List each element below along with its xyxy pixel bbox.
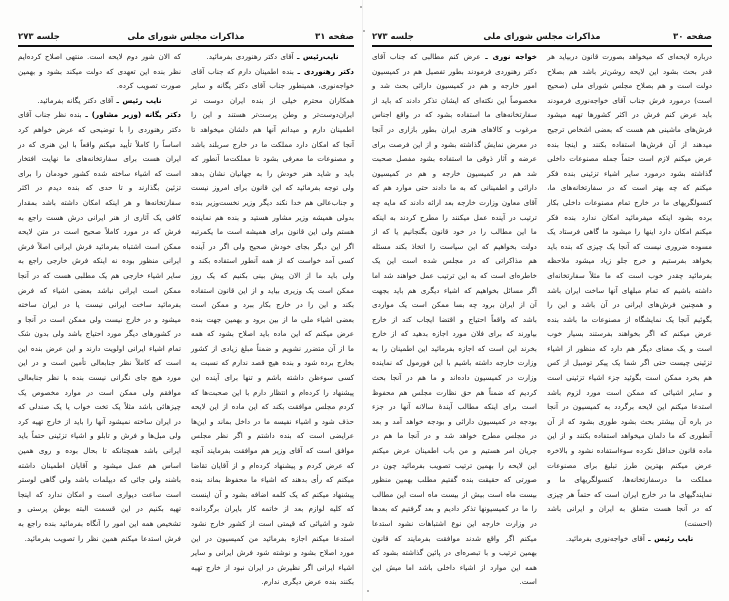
paragraph <box>191 50 354 65</box>
paragraph <box>18 94 181 109</box>
speaker-name: دکتر رهنوردی ـ <box>297 66 354 76</box>
book-gutter <box>362 0 363 601</box>
right-running-head <box>372 30 712 44</box>
paragraph-text: آقای خواجه‌نوری بفرمائید. <box>565 533 645 543</box>
paragraph <box>547 50 712 532</box>
right-running-title: مذاکرات مجلس شورای ملی <box>483 32 601 42</box>
right-page-column-1 <box>547 50 712 601</box>
right-columns <box>372 50 712 601</box>
right-page-number: صفحه ۳۰ <box>673 32 712 42</box>
left-page-column-2 <box>18 50 181 601</box>
left-session-number: جلسه ۲۷۳ <box>18 32 60 42</box>
paragraph <box>191 65 354 590</box>
paragraph-text: که الان شور دوم لایحه است. منتهی اصلاح کرده‌ایم نظر بنده این تعهدی که دولت میکند بشود و بهمین صورت تصویب کرده. <box>18 52 181 91</box>
paragraph-text: آقای دکتر رهنوردی بفرمائید. <box>206 52 294 61</box>
paragraph <box>18 50 181 94</box>
paragraph-text: آقای دکتر یگانه بفرمائید. <box>37 95 114 105</box>
speaker-name: دکتر یگانه (وزیر مشاور) ـ <box>85 110 181 120</box>
left-page-number: صفحه ۳۱ <box>315 32 354 42</box>
paragraph <box>18 108 181 546</box>
left-running-head <box>18 30 354 44</box>
paragraph <box>547 532 712 547</box>
right-page-column-2 <box>372 50 537 601</box>
speaker-name: نایب رئیس ـ <box>648 533 694 543</box>
paragraph-text: بنده اطمینان دارم که جناب آقای خواجه‌نوری، همینطور جناب آقای دکتر یگانه و سایر همکاران محترم خیلی از بنده ایران دوست تر ایران‌دوست‌تر و وطن پرست‌تر هستند و این را اطمینان دارم و میدانم آنها هم دلشان میخواهد تا آنجا که امکان دارد مملکت ما در خارج سربلند باشد و مصنوعات ما معرفی بشود تا مملکت‌ما آنطور که باید و شاید هنر خودش را به جهانیان نشان بدهد ولی توجه بفرمائید که این قانون برای امروز نیست و جناب‌عالی هم خدا نکند دیگر وزیر نخست‌وزیر بنده بدولی همیشه وزیر مشاور هستید و بنده هم نماینده هستم ولی این قانون برای همیشه است ما یکمرتبه اگر این دیگر بجای خودش صحیح ولی اگر در آینده کسی آمد خواست که از همه آنطور استفاده بکند و ولی باید ما از الان پیش بینی بکنیم که یک روز ممکن است یک وزیری بیاید و از این قانون استفاده بکند و این را در خارج بکار ببرد و ممکن است بعضی اشیاء ملی ما از بین برود و بهمین جهت بنده عرض میکنم که این ماده باید اصلاح بشود که همه ما از آن متضرر نشویم و ضمناً مبلغ زیادی از کشور بخارج برده شود و بنده هیچ قصد ندارم که نسبت به کسی سوءظن داشته باشم و تنها برای آینده این پیشنهاد را کرده‌ام و انتظار دارم با این صحبت‌ها که کردم مجلس موافقت بکند که این ماده از این لایحه حذف شود و اشیاء نفیسه ما در داخل بماند و این‌ها عرایضی است که بنده داشتم و اگر نظر مجلس موافق است که آقای وزیر هم موافقت بفرمایند آنچه که عرض کردم و پیشنهاد کرده‌ام و از آقایان تقاضا میکنم که رأی بدهند که اشیاء ما محفوظ بماند بنده پیشنهاد میکنم که یک کلمه اضافه بشود و آن اینست که کلیه لوازم بعد از خاتمه کار بایران برگردانده شود و اشیائی که قیمتی است از کشور خارج نشود استدعا میکنم اجازه بفرمائید من کمیسیون در این مورد اصلاح بشود و نوشته شود فرش ایرانی و سایر اشیاء ایرانی اگر نظیرش در ایران نبود از خارج تهیه بکنند بنده عرض دیگری ندارم. <box>191 66 354 587</box>
paragraph-text: درباره لایحه‌ای که میخواهد بصورت قانون دربیاید هر قدر بحث بشود این لایحه روشن‌تر باشد هم بصلاح دولت است و هم بصلاح مجلس شورای ملی (صحیح است) درمورد فرش جناب آقای خواجه‌نوری فرمودند باید عرض کنم فرش در اکثر کشورها تهیه میشود فرش‌های ماشینی هم هست که بعضی اشخاص ترجیح میدهند از آن فرش‌ها استفاده بکنند و اینجا بنده عرض میکنم لازم است حتماً جمله مصنوعات داخلی گذاشته بشود درمورد سایر اشیاء تزئینی بنده فکر میکنم که چه بهتر است که در سفارتخانه‌های ما، کنسولگریهای ما در خارج تمام مصنوعات داخلی بکار برده بشود اینکه میفرمائید امکان ندارد بنده فکر میکنم امکان دارد اینها را میشود ما گاهی فرستاد یک مسوده ضروری نیست که آنجا یک چیزی که بنده باید بخواهد بفرستیم و خرج جلو زیاد میشود ملاحظه بفرمائید چقدر خوب است که ما مثلاً سفارتخانه‌ای داشته باشیم که تمام مبلهای آنها ساخت ایران باشد و همچنین فرش‌های ایرانی در آن باشد و این را بگوئیم آنجا یک نمایشگاه از مصنوعات ما باشد بنده عرض میکنم که اگر بخواهند بفرستند بسیار خوب است و یک معنای دیگر هم دارد که منظور از اشیاء تزئینی چیست حتی اگر شما یک پیکر تومبیل از کس هم بخرد ممکن است بگوئید جزء اشیاء تزئینی است و سایر اشیائی که ممکن است مورد لزوم باشد استدعا میکنم این لایحه برگردد به کمیسیون در آنجا در باره آن بیشتر بحث بشود طوری بشود که از آن آنطوری که ما دلمان میخواهد استفاده بکنند و از این ماده قانون حداقل نکرده سوءاستفاده نشود و بالاخره عرض میکنم بهترین طرز تبلیغ برای مصنوعات مملکت ما درسفارتخانه‌ها، کنسولگریهای ما و نمایندگیهای ما در خارج ایران است که حتماً هر چیزی که در آنجا هست متعلق به ایران و ایرانی باشد (احسنت) <box>547 52 712 528</box>
paragraph-text: عرض کنم مطالبی که جناب آقای دکتر رهنوردی فرمودند بطور تفصیل هم در کمیسیون امور خارجه و هم در کمیسیون دارائی بحث شد و مخصوصاً این نکته‌ای که ایشان تذکر دادند که باید از سفارتخانه‌های ما استفاده بشود که در واقع اجناس مرغوب و کالاهای هنری ایران بطور بازاری در آنجا در معرض نمایش گذاشته بشود و از این فرصت برای عرضه و آثار ذوقی ما استفاده بشود مفصل صحبت شد هم در کمیسیون خارجه و هم در کمیسیون دارائی و اطمینانی که به ما دادند حتی موارد هم که آقای معاون وزارت خارجه بعد ارائه دادند که مایه چه ترتیب در آینده عمل میکنند را مطرح کردند به اینکه ما این مطالب را در خود قانون بگنجانیم یا که از دولت بخواهیم که این سیاست را اتخاذ بکند مسئله هم مذاکراتی که در مجلس شده است این یک خاطره‌ای است که به این ترتیب عمل خواهند شد اما اگر مسائل بخواهیم که اشیاء دیگری هم باید بجهت آن از ایران برود چه بسا ممکن است یک مواردی باشد که واقعاً احتیاج و اقتضا ایجاب کند از خارج بیاورند که برای فلان مورد اجازه بدهید که از خارج بخرند این است که اجازه بفرمائید این اطمینان را به وزارت خارجه داشته باشیم با این فورمول که نماینده وزارت در کمیسیون داده‌اند و ما هم در آنجا بحث کردیم که ضمناً هم حق نظارت مجلس هم محفوظ است برای اینکه مطالب آیندهٔ سالانه آنها در جزء بودجه در کمیسیون دارائی و بودجه خواهد آمد و بعد در مجلس مطرح خواهد شد و در آنجا ما هم در جریان امر هستیم و من باب اطمینان عرض میکنم این لایحه را بهمین ترتیب تصویب بفرمائید چون در صورتی که حقیقت بنده گفتیم مطلب بهمین منظور بیست ماه است بیش از بیست ماه است این مطالب را ما در کمیسیونها تذکر دادیم و بعد گرفتیم که بعدها در وزارت خارجه این نوع اشتباهات نشود استدعا میکنم اگر واقع شدند موافقت بفرمایند که قانون بهمین ترتیب و با تبصره‌ای در پائین گذاشته بشود که همه این موارد از اشیاء داخلی باشد اما میش این است. <box>372 52 537 587</box>
right-session-number: جلسه ۲۷۳ <box>372 32 414 42</box>
left-running-title: مذاکرات مجلس شورای ملی <box>127 32 245 42</box>
speaker-name: نایب‌رئیس ـ <box>296 52 339 61</box>
right-page <box>372 0 712 601</box>
scan-speck <box>363 30 365 32</box>
left-header-rule <box>18 45 354 47</box>
left-columns <box>18 50 354 601</box>
right-header-rule <box>372 45 712 47</box>
speaker-name: نایب رئیس ـ <box>116 95 162 105</box>
speaker-name: خواجه نوری ـ <box>485 52 537 61</box>
scan-speck <box>360 6 362 8</box>
left-page-column-1 <box>191 50 354 601</box>
paragraph-text: بنده نظر جناب آقای دکتر رهنوردی را با توضیحی که عرض خواهم کرد اساساً را کاملاً تأیید میکنم واقعاً با این هنری که در ایران هست برای سفارتخانه‌های ما نهایت افتخار است که اشیاء ساخته شده کشور خودمان را برای تزئین بگذارند و تا حدی که بنده دیدم در اکثر سفارتخانه‌ها و هر اینکه امکان داشته باشد بمقدار کافی یک آثاری از هنر ایرانی درش هست راجع به فرش که در مورد کاملاً صحیح است در متن لایحه ممکن است اشتباه بفرمائید فرش ایرانی اصلاً فرش ایرانی منظور بوده نه اینکه فرش خارجی راجع به سایر اشیاء خارجی هم یک مطلبی هست که در آنجا ممکن است ایرانی نباشد بعضی اشیاء که فرض بفرمائید ساخت ایرانی نیست یا در ایران ساخته میشود و در خارج نیست ولی ممکن است در آنجا و در کشورهای دیگر مورد احتیاج باشد ولی بدون شک تمام اشیاء ایرانی اولویت دارند و این عرض بنده این است که کاملاً نظر جنابعالی تأمین است و در این مورد هیچ جای نگرانی نیست بنده با نظر جنابعالی موافقم ولی ممکن است در موارد مخصوص یک چیزهائی باشد مثلاً یک تخت خواب یا یک صندلی که در ایران ساخته نمیشود آنها را باید از خارج تهیه کرد ولی مبل‌ها و فرش و تابلو و اشیاء تزئینی حتماً باید ایرانی باشد همچنانکه تا بحال بوده و روی همین اساس هم عمل میشود و آقایان اطمینان داشته باشند ولی جائی که دیپلمات باشد ولی گاهی لوستر است ساعت دیواری است و امکان ندارد که اینجا تهیه بکنیم در این قسمت البته بوطن پرستی و تشخیص همه این امور را آنگاه بفرمائید بنده راجع به فرش استدعا میکنم همین نظر را تصویب بفرمائید. <box>18 110 181 543</box>
paragraph <box>372 50 537 590</box>
left-page <box>18 0 354 601</box>
scan-speck <box>367 590 369 592</box>
